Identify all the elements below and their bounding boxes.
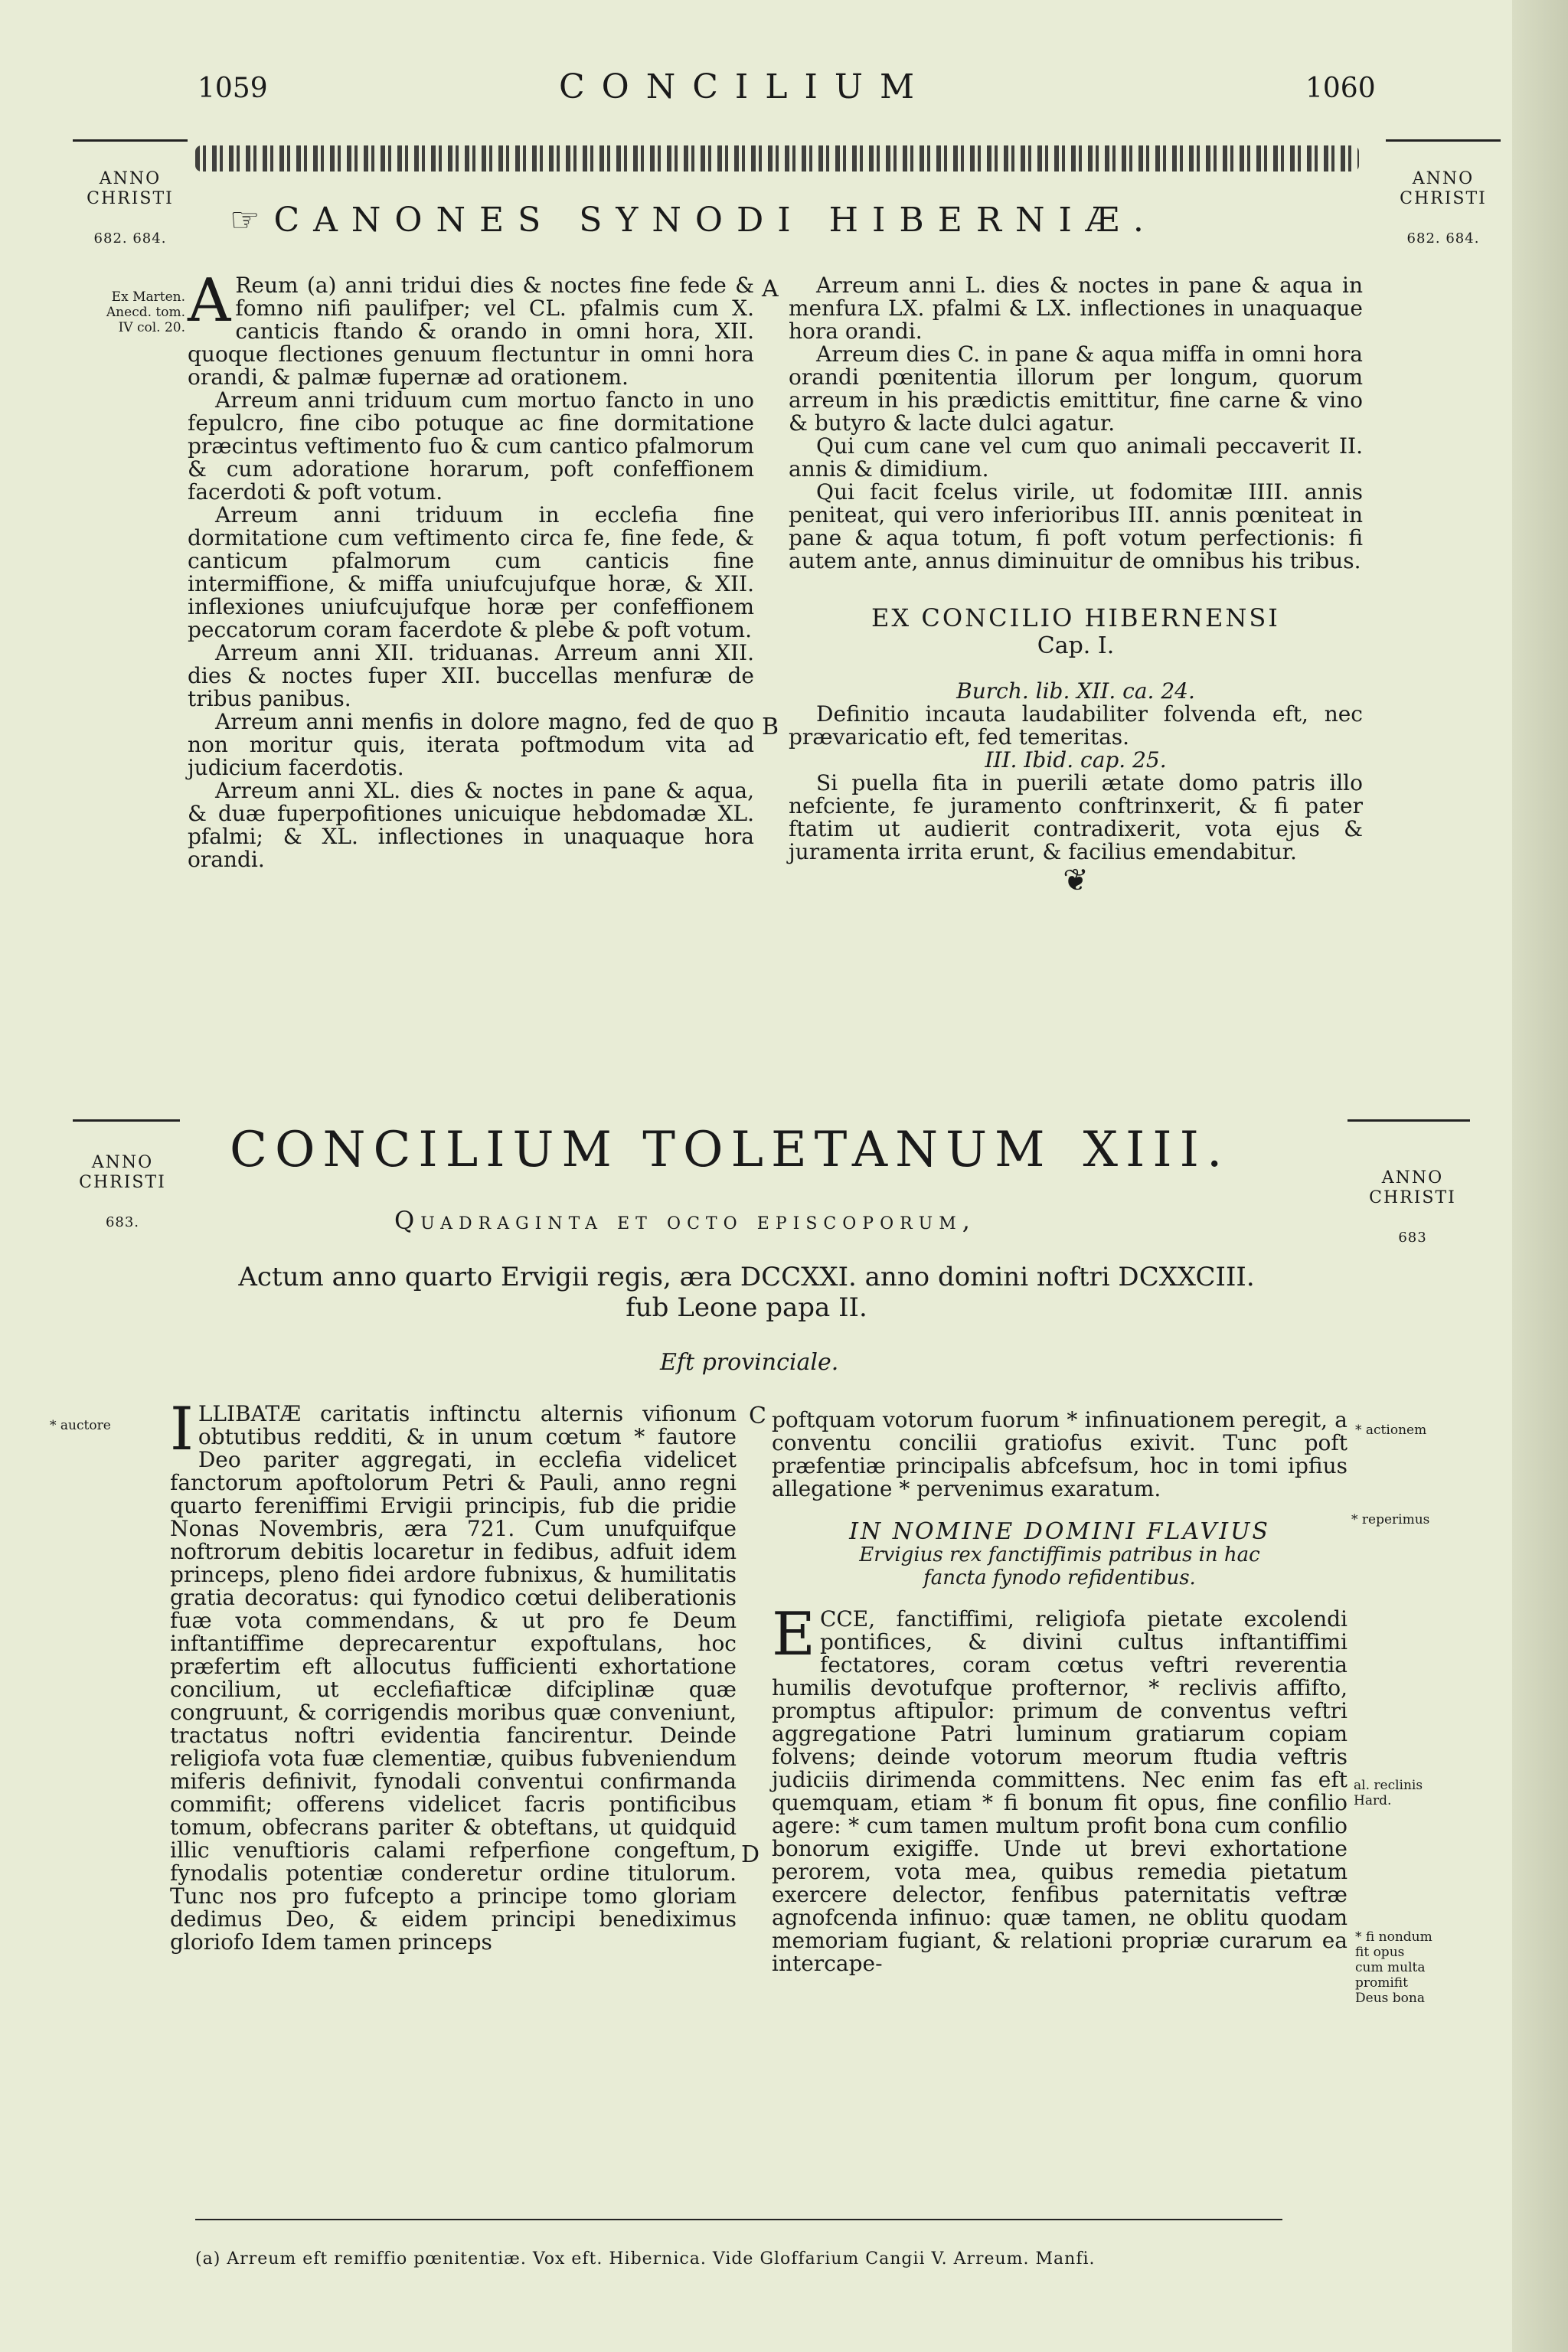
canons-right-column <box>789 274 1363 896</box>
section-letter: B <box>762 714 779 740</box>
footnote: (a) Arreum eft remiffio pœnitentiæ. Vox eft. Hibernica. Vide Gloffarium Cangii V. Arreum. Manfi. <box>195 2249 1096 2269</box>
anno-label: ANNO CHRISTI <box>1400 169 1487 208</box>
anno-label: ANNO CHRISTI <box>87 169 174 208</box>
drop-cap: E <box>772 1600 815 1669</box>
divider <box>73 1119 180 1122</box>
anno-christi-mid-right <box>1359 1148 1466 1268</box>
anno-year: 682. 684. <box>93 230 167 247</box>
anno-year: 683. <box>105 1214 140 1230</box>
ex-concilio-cap: Cap. I. <box>1037 632 1115 659</box>
page-number-right: 1060 <box>1305 73 1376 104</box>
in-nomine-subheading: fancta fynodo refidentibus. <box>923 1566 1196 1589</box>
anno-christi-top-left <box>77 149 184 269</box>
council-provinciale: Eft provinciale. <box>660 1349 839 1376</box>
citation: III. Ibid. cap. 25. <box>985 747 1167 773</box>
anno-christi-mid-left <box>69 1133 176 1253</box>
margin-note: * actionem <box>1355 1423 1427 1438</box>
in-nomine-heading: IN NOMINE DOMINI FLAVIUS <box>849 1518 1270 1545</box>
facing-page-gutter <box>1512 0 1568 2352</box>
anno-year: 682. 684. <box>1406 230 1480 247</box>
in-nomine-subheading: Ervigius rex fanctiffimis patribus in hac <box>859 1544 1260 1566</box>
margin-note: al. reclinis Hard. <box>1354 1778 1423 1808</box>
running-title: CONCILIUM <box>559 67 932 106</box>
pointing-hand-icon: ☞ <box>230 201 260 240</box>
council-subtitle: Quadraginta et octo episcoporum, <box>394 1206 976 1235</box>
canon-paragraph: Arreum dies C. in pane & aqua miffa in omni hora orandi pœnitentia illorum per longum, quorum arreum in his prædictis emittitur, fine carne & vino & butyro & lacte dulci agatur. <box>789 341 1363 436</box>
council-acta <box>153 1262 1340 1323</box>
drop-cap: A <box>188 266 231 335</box>
margin-source-note: Ex Marten. Anecd. tom. IV col. 20. <box>106 289 185 335</box>
anno-label: ANNO CHRISTI <box>79 1153 166 1192</box>
body-paragraph: CCE, fanctiffimi, religiofa pietate excolendi pontifices, & divini cultus inftantiffimi fectatores, coram cœtus veftri reverentia humilis devotufque profternor, * reclivis affifto, promptus aftipulor: primum de conventus veftri aggregatione Patri luminum gratiarum copiam folvens; deinde votorum meorum ftudia veftris judiciis dirimenda committens. Nec enim fas eft quemquam, etiam * fi bonum fit opus, fine confilio agere: * cum tamen multum profit bona cum confilio bonorum exigiffe. Unde ut brevi exhortatione perorem, vota mea, quibus remedia pietatum exercere delector, fenfibus paternitatis veftræ agnofcenda infinuo: quæ tamen, ne oblitu quodam memoriam fugiant, & relationi propriæ curarum ea intercape- <box>772 1606 1348 1976</box>
ex-concilio-title: EX CONCILIO HIBERNENSI <box>871 603 1280 632</box>
body-left-column <box>170 1395 737 1955</box>
citation: Burch. lib. XII. ca. 24. <box>956 678 1195 704</box>
canon-paragraph: Arreum anni XII. triduanas. Arreum anni XII. dies & noctes fuper XII. buccellas menfuræ de tribus panibus. <box>188 640 754 711</box>
canon-paragraph: Reum (a) anni tridui dies & noctes fine fede & fomno nifi paulifper; vel CL. pfalmis cum X. canticis ftando & orando in omni hora, XII. quoque flectiones genuum flectuntur in omni hora orandi, & palmæ fupernæ ad orationem. <box>188 273 754 390</box>
divider <box>1386 139 1501 142</box>
page-number-left: 1059 <box>198 73 268 104</box>
council-title <box>230 1122 1230 1178</box>
body-paragraph: LLIBATÆ caritatis inftinctu alternis vifionum obtutibus redditi, & in unum cœtum * fautore Deo pariter aggregati, in ecclefia videlicet fanctorum apoftolorum Petri & Pauli, anno regni quarto fereniffimi Ervigii principis, fub die pridie Nonas Novembris, æra 721. Cum unufquifque noftrorum debitis locaretur in fedibus, adfuit idem princeps, pleno fidei ardore fubnixus, & humilitatis gratia decoratus: qui fynodico cœtui deliberationis fuæ vota commendans, & ut pro fe Deum inftantiffime deprecarentur expoftulans, hoc præfertim eft allocutus fufficienti exhortatione concilium, ut ecclefiafticæ difciplinæ quæ congruunt, & corrigendis moribus quæ conveniunt, tractatus noftri evidentia fancirentur. Deinde religiofa vota fuæ clementiæ, quibus fubveniendum miferis definivit, fynodali conventui confirmanda commifit; offerens videlicet facris pontificibus tomum, obfecrans pariter & obteftans, ut quidquid illic venuftioris calami refperfione congeftum, fynodalis potentiæ conderetur ordine titulorum. Tunc nos pro fufcepto a principe tomo gloriam dedimus Deo, & eidem principi benediximus gloriofo Idem tamen princeps <box>170 1401 737 1955</box>
section-letter: D <box>741 1841 760 1868</box>
ornament-band <box>195 145 1359 172</box>
canon-paragraph: Arreum anni menfis in dolore magno, fed de quo non moritur quis, iterata poftmodum vita ad judicium facerdotis. <box>188 709 754 780</box>
margin-note: * fi nondum fit opus cum multa promifit Deus bona <box>1355 1929 1432 2006</box>
margin-note: * auctore <box>50 1418 111 1433</box>
section-title <box>230 201 1158 240</box>
canon-paragraph: Qui cum cane vel cum quo animali peccaverit II. annis & dimidium. <box>789 433 1363 482</box>
canons-left-column <box>188 266 754 872</box>
canon-paragraph: Si puella fita in puerili ætate domo patris illo nefciente, fe juramento conftrinxerit, & fi pater ftatim ut audierit contradixerit, vota ejus & juramenta irrita erunt, & facilius emendabitur. <box>789 770 1363 864</box>
anno-christi-top-right <box>1390 149 1497 269</box>
anno-label: ANNO CHRISTI <box>1369 1168 1456 1207</box>
section-title-text: CANONES SYNODI HIBERNIÆ. <box>273 201 1158 240</box>
canon-paragraph: Definitio incauta laudabiliter folvenda eft, nec prævaricatio eft, fed temeritas. <box>789 701 1363 750</box>
canon-paragraph: Arreum anni triduum in ecclefia fine dormitatione cum veftimento circa fe, fine fede, & canticum pfalmorum cum canticis fine intermiffione, & miffa uniufcujufque horæ, & XII. inflexiones uniufcujufque horæ per confeffionem peccatorum coram facerdote & plebe & poft votum. <box>188 502 754 642</box>
divider <box>73 139 188 142</box>
divider <box>1348 1119 1470 1122</box>
section-letter: A <box>762 276 779 302</box>
footnote-divider <box>195 2219 1282 2220</box>
canon-paragraph: Qui facit fcelus virile, ut fodomitæ IIII. annis peniteat, qui vero inferioribus III. annis pœniteat in pane & aqua totum, fi poft votum perfectionis: fi autem ante, annus diminuitur de omnibus his tribus. <box>789 479 1363 573</box>
canon-paragraph: Arreum anni L. dies & noctes in pane & aqua in menfura LX. pfalmi & LX. inflectiones in unaquaque hora orandi. <box>789 273 1363 344</box>
section-letter: C <box>749 1403 766 1429</box>
body-right-column <box>772 1409 1348 1975</box>
canon-paragraph: Arreum anni triduum cum mortuo fancto in uno fepulcro, fine cibo potuque ac fine dormitatione præcintus veftimento fuo & cum cantico pfalmorum & cum adoratione horarum, poft confeffionem facerdoti & poft votum. <box>188 387 754 505</box>
canon-paragraph: Arreum anni XL. dies & noctes in pane & aqua, & duæ fuperpofitiones unicuique hebdomadæ XL. pfalmi; & XL. inflectiones in unaquaque hora orandi. <box>188 778 754 872</box>
council-title-text: CONCILIUM TOLETANUM <box>230 1122 1053 1178</box>
council-number: XIII. <box>1083 1122 1230 1178</box>
anno-year: 683 <box>1398 1230 1427 1246</box>
acta-line: fub Leone papa II. <box>626 1292 867 1323</box>
ornament-fleuron-icon: ❦ <box>1063 863 1089 898</box>
acta-line: Actum anno quarto Ervigii regis, æra DCCXXI. anno domini noftri DCXXCIII. <box>238 1262 1255 1292</box>
body-paragraph: poftquam votorum fuorum * infinuationem peregit, a conventu concilii gratiofus exivit. Tunc poft præfentiæ principalis abfcefsum, hoc in tomi ipfius allegatione * pervenimus exaratum. <box>772 1407 1348 1501</box>
margin-note: * reperimus <box>1351 1512 1430 1527</box>
drop-cap: I <box>170 1395 194 1464</box>
